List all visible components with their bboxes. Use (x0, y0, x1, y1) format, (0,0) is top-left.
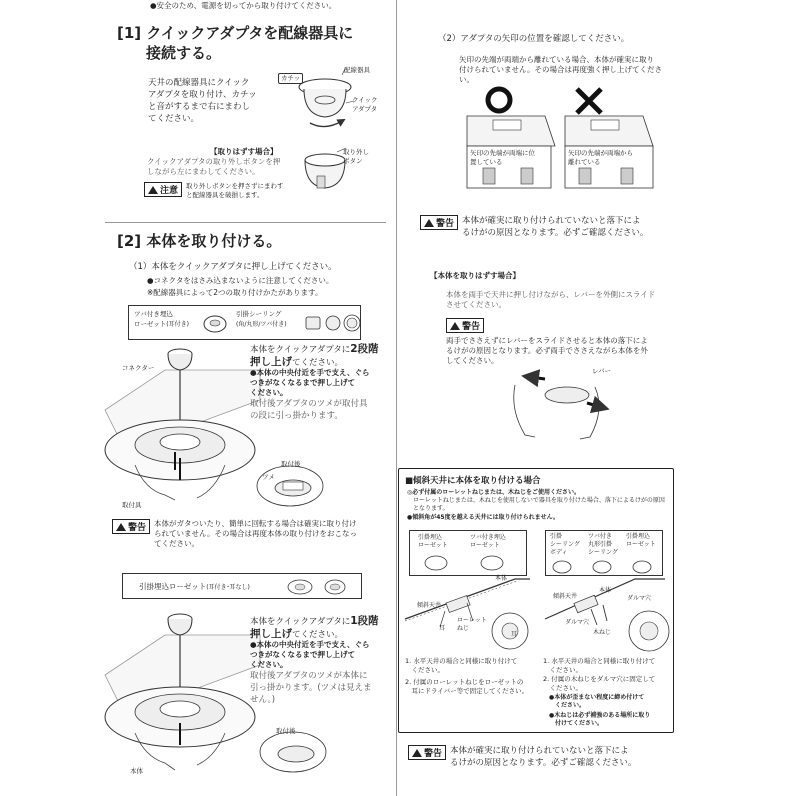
remove-heading: 【取りはずす場合】 (210, 147, 278, 156)
step-a-after: 取付後アダプタのツメが取付具 の段に引っ掛かります。 (250, 399, 368, 421)
warning-triangle-icon (424, 219, 434, 227)
sloped-step1-2: 2. 付属のローレットねじをローゼットの 耳にドライバー等で固定してください。 (405, 678, 529, 695)
warning-block-1 (112, 519, 357, 549)
section2-sub1: （1）本体をクイックアダプタに押し上げてください。 (129, 262, 337, 272)
step-b-after: 取付後アダプタのツメが本体に 引っ掛かります。(ツメは見えま せん。) (250, 671, 372, 705)
label-hontai-b: 本体 (130, 767, 143, 775)
body-mount-illustration-b (105, 605, 260, 780)
ng-caption: 矢印の先端が両端から 離れている (568, 149, 633, 166)
right-sub2: （2）アダプタの矢印の位置を確認してください。 (438, 34, 630, 44)
caution-text: 取り外しボタンを押さずにまわす と配線器具を破損します。 (186, 182, 284, 199)
arrow-position-illustration (465, 86, 665, 190)
label-kachi: カチッ (278, 73, 303, 84)
sloped-parts-box2: 引掛 シーリング ボディ ツバ付き 丸形引掛 シーリング 引掛埋込 ローゼット (545, 530, 663, 576)
step-b-bullet: ●本体の中央付近を手で支え、ぐら つきがなくなるまで押し上げて ください。 (250, 640, 370, 669)
sloped-note2: ●傾斜角が45度を越える天井には取り付けられません。 (407, 514, 559, 521)
warning-text-2: 本体が確実に取り付けられていないと落下によ るけがの原因となります。必ずご確認ください。 (462, 216, 649, 238)
warning-badge: 警告 (112, 519, 150, 534)
warning-triangle-icon (450, 322, 460, 330)
label-after-a: 取付後 (281, 460, 301, 468)
section1-body: 天井の配線器具にクイック アダプタを取り付け、カチッ と音がするまで右にまわし てください。 (148, 78, 257, 124)
section1-title-line2: 接続する。 (146, 44, 222, 62)
sloped-step2-2: 2. 付属の木ねじをダルマ穴に固定して ください。 (543, 675, 656, 692)
rosette-icons-1 (422, 553, 522, 573)
label-roulette: ローレット ねじ (457, 617, 487, 632)
step-a-bullet: ●本体の中央付近を手で支え、ぐら つきがなくなるまで押し上げて ください。 (250, 368, 370, 397)
sloped-note1: ◎必ず付属のローレットねじまたは、木ねじをご使用ください。 (407, 489, 581, 496)
label-hontai-2: 本体 (599, 587, 612, 594)
after-mount-detail-b (258, 724, 328, 774)
label-quick-adapter: クイック アダプタ (352, 96, 378, 113)
warning-triangle-icon (148, 186, 158, 194)
section2-note1: ●コネクタをはさみ込まないように注意してください。 (147, 276, 334, 285)
sloped-step2-1: 1. 水平天井の場合と同様に取り付けて ください。 (543, 657, 656, 674)
warning-block-3 (446, 318, 648, 366)
lever-slide-illustration (505, 365, 615, 445)
step-b-text: 本体をクイックアダプタに1段階 押し上げてください。 (250, 615, 379, 640)
sloped-step2-3: ●本体が歪まない程度に締め付けて ください。 (549, 694, 645, 709)
remove-body: クイックアダプタの取り外しボタンを押 しながら左にまわしてください。 (147, 157, 281, 176)
label-release-button: 取り外し ボタン (343, 148, 369, 165)
ceiling-hook-icons (305, 314, 361, 334)
caution-block (144, 182, 284, 200)
sloped-ceiling-box (398, 468, 674, 733)
remove-body-text: 本体を両手で天井に押し付けながら、レバーを外側にスライド させてください。 (446, 290, 656, 309)
sloped-title: ■傾斜天井に本体を取り付ける場合 (405, 476, 541, 486)
label-toritsukegu: 取付具 (122, 501, 142, 509)
label-tsume: ツメ (262, 473, 275, 481)
label-kineji: 木ねじ (593, 629, 612, 636)
caution-badge: 注意 (144, 182, 182, 197)
hikkake-rosette-icons (285, 577, 355, 597)
label-keisha-1: 傾斜天井 (417, 602, 442, 609)
sloped-note1b: ローレットねじまたは、木ねじを使用しないで器具を取り付けた場合、落下によるけがの原因 となります。 (413, 497, 665, 512)
label-connector: コネクター (122, 364, 155, 372)
warning-triangle-icon (412, 749, 422, 757)
tsuba-rosette-icon (203, 312, 227, 334)
sloped-step1-1: 1. 水平天井の場合と同様に取り付けて ください。 (405, 657, 518, 674)
warning-badge: 警告 (420, 215, 458, 230)
warning-text-4: 本体が確実に取り付けられていないと落下によ るけがの原因となります。必ずご確認ください。 (450, 746, 637, 768)
label-hontai-1: 本体 (495, 575, 508, 582)
warning-block-4 (408, 745, 636, 769)
warning-text-3: 両手でささえずにレバーをスライドさせると本体の落下によ るけがの原因となります。必ず両手でささえながら本体を外 してください。 (446, 336, 648, 365)
warning-text-1: 本体がガタついたり、簡単に回転する場合は確実に取り付け られていません。その場合は再度本体の取り付けをおこなっ てください。 (154, 519, 357, 548)
section2-title: [2] 本体を取り付ける。 (117, 232, 282, 250)
warning-badge: 警告 (446, 318, 484, 333)
label-keisha-2: 傾斜天井 (553, 593, 578, 600)
rosette-icons-2 (550, 559, 660, 575)
fixture-type-box1: ツバ付き埋込 ローゼット(耳付き) 引掛シーリング (角/丸形/ツバ付き) (128, 305, 361, 340)
remove-body-heading: 【本体を取りはずす場合】 (430, 271, 520, 280)
safety-note: ●安全のため、電源を切ってから取り付けてください。 (150, 1, 337, 10)
sloped-step2-4: ●木ねじは必ず補強のある場所に取り 付けてください。 (549, 712, 651, 727)
label-after-b: 取付後 (276, 727, 296, 735)
warning-triangle-icon (116, 523, 126, 531)
warning-block-2 (420, 215, 648, 239)
column-divider (396, 0, 397, 796)
label-mimi-2: 耳 (511, 631, 518, 638)
label-mimi-1: 耳 (439, 625, 446, 632)
step-a-text: 本体をクイックアダプタに2段階 押し上げてください。 (250, 343, 379, 368)
label-daruma-1: ダルマ穴 (627, 595, 652, 602)
section-divider (105, 222, 386, 223)
label-daruma-2: ダルマ穴 (565, 619, 590, 626)
fixture-type-box2: 引掛埋込ローゼット(耳付き･耳なし) (122, 573, 362, 599)
sloped-parts-box1: 引掛埋込 ローゼット ツバ付き埋込 ローゼット (409, 530, 527, 576)
section2-note2: ※配線器具によって2つの取り付けかたがあります。 (147, 288, 323, 297)
ok-caption: 矢印の先端が両端に位 置している (470, 149, 535, 166)
arrow-check-desc: 矢印の先端が両端から離れている場合、本体が確実に取り 付けられていません。その場合は再度強く押し上げてくださ い。 (459, 55, 662, 84)
after-mount-detail-a (255, 458, 325, 508)
warning-badge: 警告 (408, 745, 446, 760)
label-lever: レバー (592, 367, 612, 375)
section1-title-line1: [1] クイックアダプタを配線器具に (117, 24, 354, 42)
label-haisen-kigu: 配線器具 (344, 66, 370, 74)
